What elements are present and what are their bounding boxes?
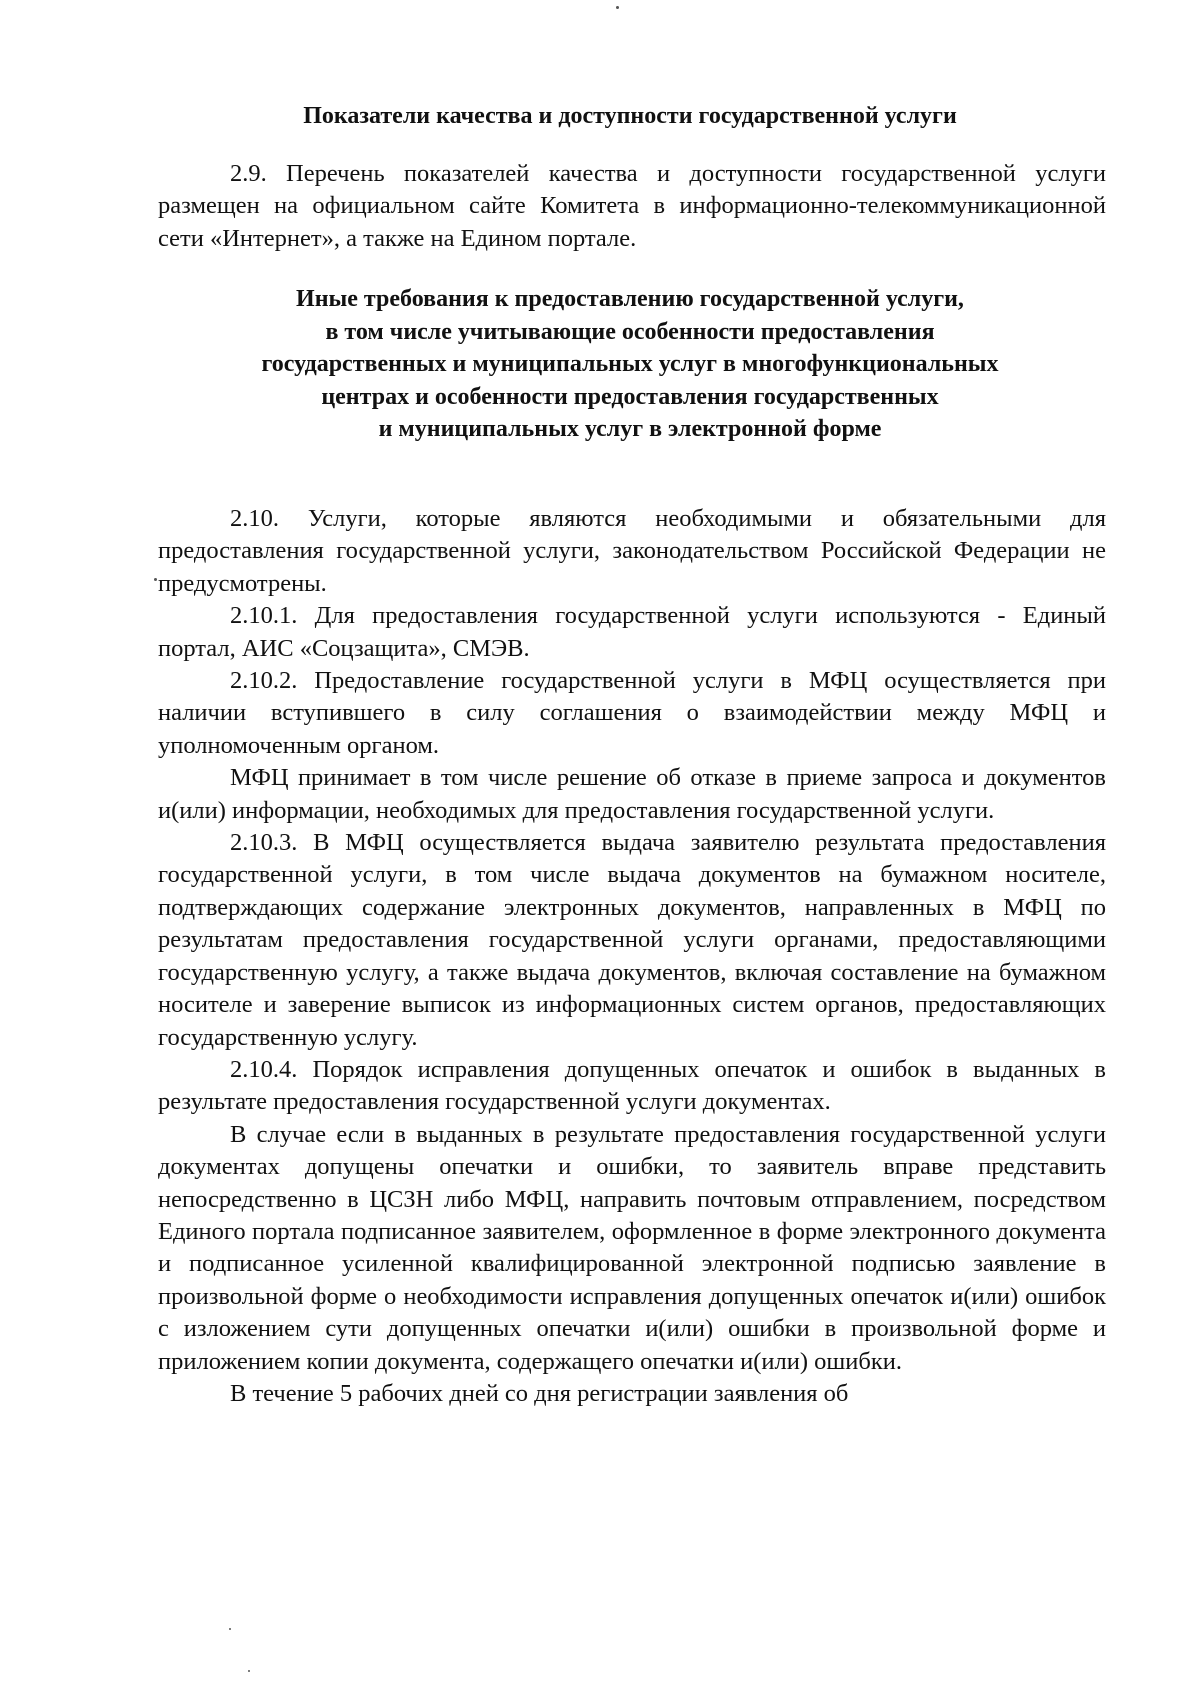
paragraph-2-9: 2.9. Перечень показателей качества и доступности государственной услуги размещен на официальном сайте Комитета в информационно-телекоммуникационной сети «Интернет», а также на Едином портале. — [158, 160, 1106, 252]
section-quality-indicators — [158, 158, 1106, 255]
paragraph-mfc-refusal: МФЦ принимает в том числе решение об отказе в приеме запроса и документов и(или) информации, необходимых для предоставления государственной услуги. — [158, 764, 1106, 824]
scan-speck — [154, 578, 157, 581]
heading-line: государственных и муниципальных услуг в многофункциональных — [261, 351, 999, 377]
heading-line: Иные требования к предоставлению государственной услуги, — [296, 286, 964, 312]
heading-quality-indicators: Показатели качества и доступности государственной услуги — [303, 103, 957, 129]
paragraph-error-correction: В случае если в выданных в результате предоставления государственной услуги документах допущены опечатки и ошибки, то заявитель вправе представить непосредственно в ЦСЗН либо МФЦ, направить почтовым отправлением, посредством Единого портала подписанное заявителем, оформленное в форме электронного документа и подписанное усиленной квалифицированной электронной подписью заявление в произвольной форме о необходимости исправления допущенных опечаток и(или) ошибок с изложением сути допущенных опечатки и(или) ошибки в произвольной форме и приложением копии документа, содержащего опечатки и(или) ошибки. — [158, 1120, 1106, 1375]
section-other-requirements — [158, 503, 1106, 1410]
paragraph-2-10: 2.10. Услуги, которые являются необходимыми и обязательными для предоставления государственной услуги, законодательством Российской Федерации не предусмотрены. — [158, 505, 1106, 597]
heading-line: центрах и особенности предоставления государственных — [321, 383, 939, 410]
heading-line: в том числе учитывающие особенности предоставления — [325, 318, 935, 345]
paragraph-2-10-1: 2.10.1. Для предоставления государственной услуги используются - Единый портал, АИС «Соцзащита», СМЭВ. — [158, 602, 1106, 662]
scan-speck — [229, 1628, 231, 1630]
paragraph-2-10-2: 2.10.2. Предоставление государственной услуги в МФЦ осуществляется при наличии вступившего в силу соглашения о взаимодействии между МФЦ и уполномоченным органом. — [158, 667, 1106, 759]
scan-speck — [616, 6, 619, 9]
scan-speck — [248, 1670, 250, 1672]
paragraph-2-10-3: 2.10.3. В МФЦ осуществляется выдача заявителю результата предоставления государственной услуги, в том числе выдача документов на бумажном носителе, подтверждающих содержание электронных документов, направленных в МФЦ по результатам предоставления государственной услуги органами, предоставляющими государственную услугу, а также выдача документов, включая составление на бумажном носителе и заверение выписок из информационных систем органов, предоставляющих государственную услугу. — [158, 829, 1106, 1051]
heading-other-requirements — [150, 283, 1110, 446]
heading-line: и муниципальных услуг в электронной форме — [378, 416, 882, 442]
paragraph-five-days: В течение 5 рабочих дней со дня регистрации заявления об — [230, 1379, 849, 1407]
paragraph-2-10-4: 2.10.4. Порядок исправления допущенных опечаток и ошибок в выданных в результате предоставления государственной услуги документах. — [158, 1055, 1106, 1116]
